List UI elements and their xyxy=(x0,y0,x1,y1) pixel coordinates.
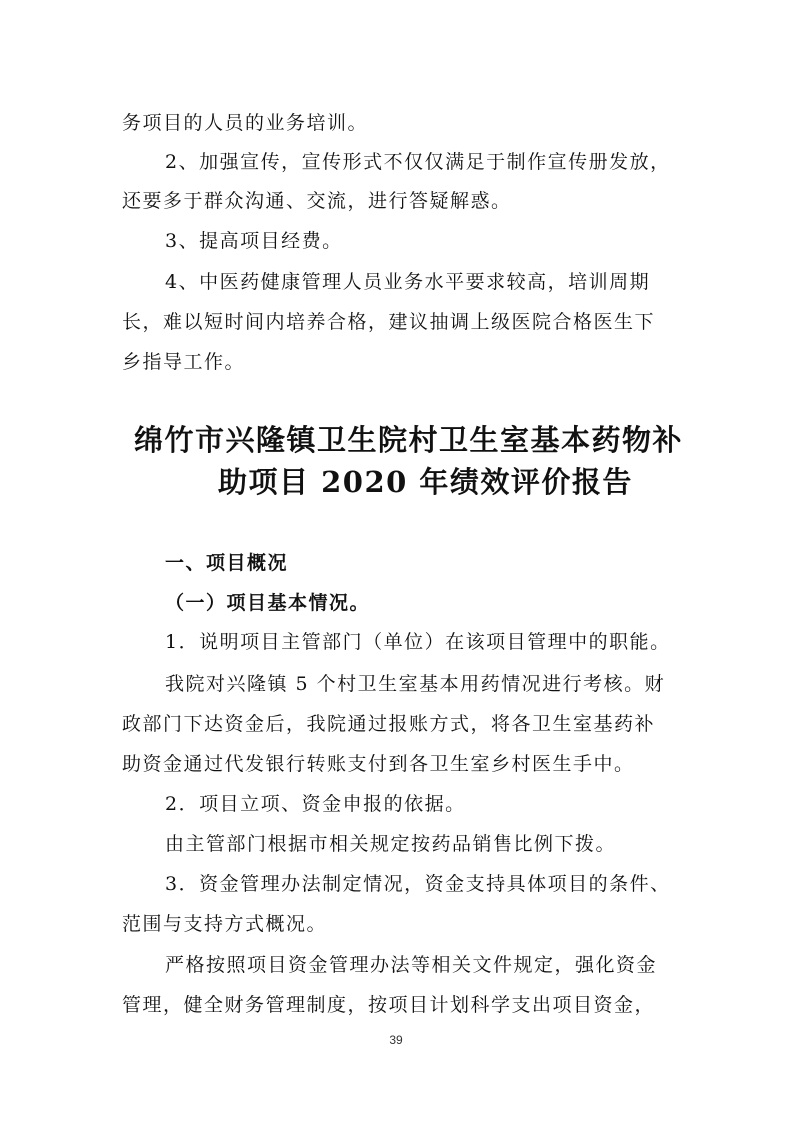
paragraph-line: 4、中医药健康管理人员业务水平要求较高，培训周期 xyxy=(165,271,651,293)
paragraph-line: 严格按照项目资金管理办法等相关文件规定，强化资金 xyxy=(165,954,658,976)
report-title-line-1: 绵竹市兴隆镇卫生院村卫生室基本药物补 xyxy=(134,423,684,457)
paragraph-line: 2．项目立项、资金申报的依据。 xyxy=(165,793,466,815)
paragraph-line: 由主管部门根据市相关规定按药品销售比例下拨。 xyxy=(165,833,617,855)
paragraph-line: 长，难以短时间内培养合格，建议抽调上级医院合格医生下 xyxy=(122,311,656,333)
paragraph-line: 乡指导工作。 xyxy=(122,351,246,373)
report-title-line-2: 助项目 2020 年绩效评价报告 xyxy=(218,465,633,499)
paragraph-line: 范围与支持方式概况。 xyxy=(122,913,328,935)
paragraph-line: 1．说明项目主管部门（单位）在该项目管理中的职能。 xyxy=(165,631,671,653)
section-heading: 一、项目概况 xyxy=(165,552,289,574)
paragraph-line: 2、加强宣传，宣传形式不仅仅满足于制作宣传册发放， xyxy=(165,151,671,173)
paragraph-line: 助资金通过代发银行转账支付到各卫生室乡村医生手中。 xyxy=(122,753,635,775)
paragraph-line: 政部门下达资金后，我院通过报账方式，将各卫生室基药补 xyxy=(122,713,656,735)
paragraph-line: 务项目的人员的业务培训。 xyxy=(122,112,369,134)
paragraph-line: 3、提高项目经费。 xyxy=(165,230,343,252)
subsection-heading: （一）项目基本情况。 xyxy=(165,592,371,614)
paragraph-line: 管理，健全财务管理制度，按项目计划科学支出项目资金， xyxy=(122,994,656,1016)
paragraph-line: 还要多于群众沟通、交流，进行答疑解惑。 xyxy=(122,190,512,212)
paragraph-line: 3．资金管理办法制定情况，资金支持具体项目的条件、 xyxy=(165,873,671,895)
paragraph-line: 我院对兴隆镇 5 个村卫生室基本用药情况进行考核。财 xyxy=(165,673,666,695)
page-number: 39 xyxy=(389,1033,403,1047)
